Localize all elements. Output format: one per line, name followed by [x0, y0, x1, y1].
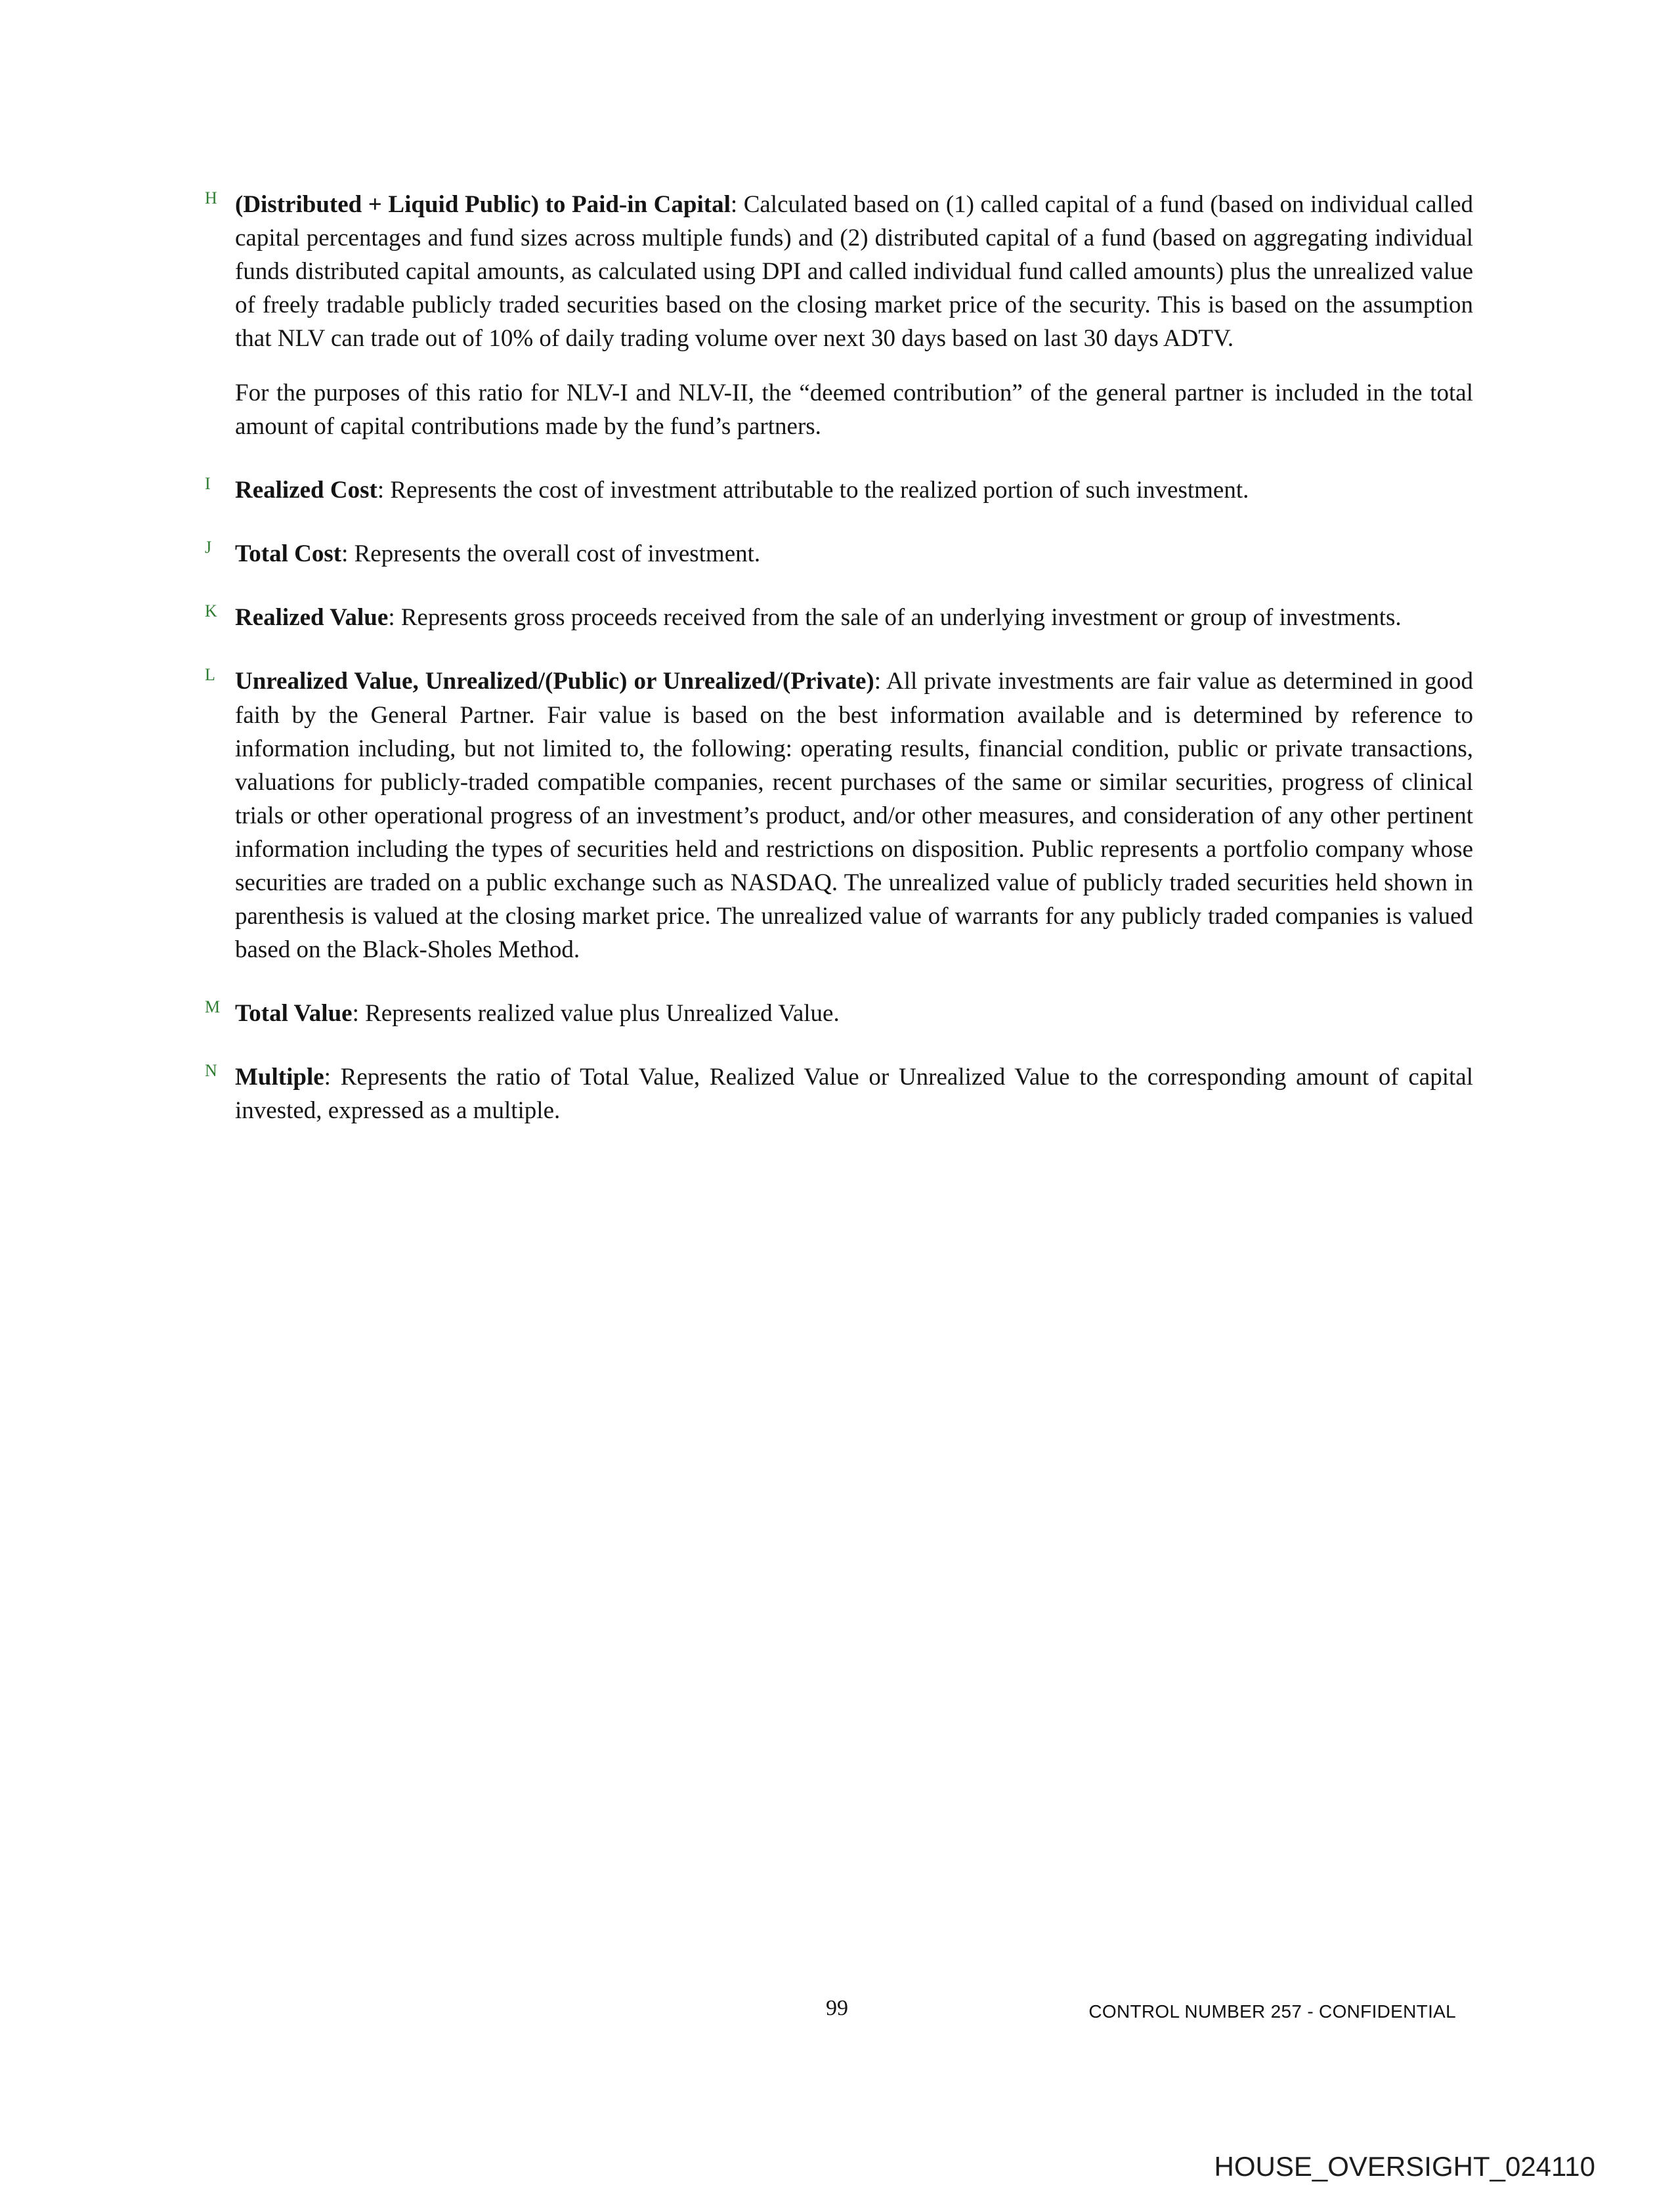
footnote-k: [205, 601, 1473, 634]
footnote-marker-l: L: [205, 665, 216, 685]
footnote-m: [205, 997, 1473, 1030]
confidential-label: CONTROL NUMBER 257 - CONFIDENTIAL: [1088, 2001, 1456, 2022]
footnote-h-paragraph-1: [235, 188, 1473, 355]
footnote-i-paragraph: [235, 473, 1473, 507]
footnote-n: [205, 1060, 1473, 1127]
footnote-j: [205, 537, 1473, 571]
footnote-h-body: : Calculated based on (1) called capital of a fund (based on individual called capital percentages and fund sizes across multiple funds) and (2) distributed capital of a fund (based on aggregating individual funds distributed capital amounts, as calculated using DPI and called individual fund called amounts) plus the unrealized value of freely tradable publicly traded securities based on the closing market price of the security. This is based on the assumption that NLV can trade out of 10% of daily trading volume over next 30 days based on last 30 days ADTV.: [235, 191, 1473, 353]
footnote-l-body: : All private investments are fair value as determined in good faith by the General Partner. Fair value is based on the best information available and is determined by reference to information including, but not limited to, the following: operating results, financial condition, public or private transactions, valuations for publicly-traded compatible companies, recent purchases of the same or similar securities, progress of clinical trials or other operational progress of an investment’s product, and/or other measures, and consideration of any other pertinent information including the types of securities held and restrictions on disposition. Public represents a portfolio company whose securities are traded on a public exchange such as NASDAQ. The unrealized value of publicly traded securities held shown in parenthesis is valued at the closing market price. The unrealized value of warrants for any publicly traded companies is valued based on the Black-Sholes Method.: [235, 668, 1474, 963]
footnote-m-term: Total Value: [235, 999, 353, 1027]
footnote-i-body: : Represents the cost of investment attributable to the realized portion of such investment.: [377, 477, 1249, 504]
footnote-i: [205, 473, 1473, 507]
footnote-k-body: : Represents gross proceeds received from the sale of an underlying investment or group of investments.: [388, 604, 1402, 632]
footnote-n-body: : Represents the ratio of Total Value, Realized Value or Unrealized Value to the corresponding amount of capital invested, expressed as a multiple.: [235, 1063, 1473, 1124]
footnote-k-paragraph: [235, 601, 1473, 634]
page-number: 99: [826, 1996, 848, 2020]
footnote-marker-n: N: [205, 1060, 218, 1080]
footnote-marker-h: H: [205, 188, 218, 207]
footnote-j-body: : Represents the overall cost of investment.: [341, 540, 761, 568]
footnote-i-term: Realized Cost: [235, 477, 377, 504]
footnotes-section: [205, 188, 1473, 1158]
footnote-marker-k: K: [205, 601, 218, 621]
footnote-h-paragraph-2: For the purposes of this ratio for NLV-I and NLV-II, the “deemed contribution” of the general partner is included in the total amount of capital contributions made by the fund’s partners.: [235, 380, 1473, 441]
footnote-m-paragraph: [235, 997, 1473, 1030]
footnote-j-paragraph: [235, 537, 1473, 571]
footnote-k-term: Realized Value: [235, 604, 389, 632]
footnote-marker-m: M: [205, 997, 221, 1016]
footnote-n-term: Multiple: [235, 1063, 324, 1091]
footnote-h: [205, 188, 1473, 443]
footnote-marker-j: J: [205, 538, 212, 557]
footnote-l: [205, 664, 1473, 966]
footnote-l-paragraph: [235, 664, 1473, 966]
footnote-marker-i: I: [205, 474, 211, 494]
footnote-n-paragraph: [235, 1060, 1473, 1127]
footnote-h-term: (Distributed + Liquid Public) to Paid-in Capital: [235, 191, 731, 218]
footnote-m-body: : Represents realized value plus Unrealized Value.: [352, 999, 840, 1027]
footnote-j-term: Total Cost: [235, 540, 342, 568]
bates-number: HOUSE_OVERSIGHT_024110: [1214, 2151, 1595, 2182]
footnote-l-term: Unrealized Value, Unrealized/(Public) or Unrealized/(Private): [235, 668, 874, 695]
